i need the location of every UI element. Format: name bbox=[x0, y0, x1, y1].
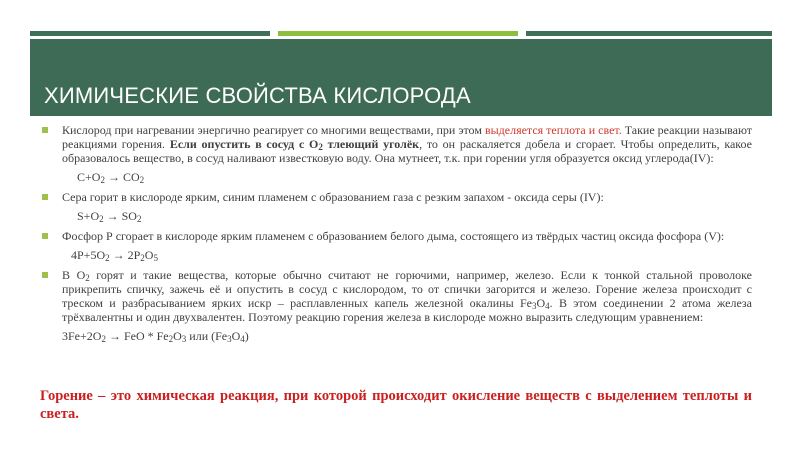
top-stripe-left bbox=[30, 31, 270, 36]
paragraph-4: В $О_2$ горят и такие вещества, которые обычно считают не горючими, например, железо. Если к тонкой стальной проволоке прикрепить спичку, зажечь её и опустить в сосуд с кислородом, то от спички загорится и железо. Горение железа происходит с треском и разбрасыванием ярких искр – расплавленных капель железной окалины $Fe_3O_4$. В этом соединении 2 атома железа трёхвалентны и один двухвалентен. Поэтому реакцию горения железа в кислороде можно выразить следующим уравнением: bbox=[62, 268, 752, 324]
paragraph-3: Фосфор Р сгорает в кислороде ярким пламенем с образованием белого дыма, состоящего из твёрдых частиц оксида фосфора (V): bbox=[62, 229, 725, 243]
equation-carbon: $C+O_2 \to CO_2$ bbox=[77, 170, 145, 185]
highlight-heat-light: выделяется теплота и свет. bbox=[484, 123, 622, 137]
equation-iron: $3Fe+2O_2$ → FeO * $Fe_2O_3$ или $(Fe_3O_4)$ bbox=[62, 329, 249, 344]
bullet-iron bbox=[40, 268, 752, 324]
equation-phosphorus: $4P+5O_2 \to 2P_2O_5$ bbox=[71, 248, 158, 263]
bullet-oxygen-combustion bbox=[40, 123, 752, 165]
combustion-definition: Горение – это химическая реакция, при которой происходит окисление веществ с выделением теплоты и света. bbox=[40, 388, 752, 422]
square-bullet-icon bbox=[42, 194, 48, 200]
paragraph-2: Сера горит в кислороде ярким, синим пламенем с образованием газа с резким запахом - оксида серы (IV): bbox=[62, 190, 604, 204]
bold-instruction: Если опустить в сосуд с $О_2$ тлеющий уголёк bbox=[169, 137, 420, 152]
slide-content bbox=[40, 123, 752, 349]
title-banner bbox=[30, 39, 772, 116]
square-bullet-icon bbox=[42, 272, 48, 278]
bullet-sulfur bbox=[40, 190, 752, 204]
square-bullet-icon bbox=[42, 127, 48, 133]
top-stripe-middle bbox=[278, 31, 518, 36]
top-stripe-right bbox=[526, 31, 772, 36]
square-bullet-icon bbox=[42, 233, 48, 239]
slide-title: ХИМИЧЕСКИЕ СВОЙСТВА КИСЛОРОДА bbox=[44, 83, 471, 108]
bullet-phosphorus bbox=[40, 229, 752, 243]
equation-sulfur: $S+O_2 \to SO_2$ bbox=[77, 209, 142, 224]
paragraph-1: Кислород при нагревании энергично реагирует со многими веществами, при этом выделяется теплота и свет. Такие реакции называют реакциями горения. Если опустить в сосуд с $О_2$ тлеющий уголёк, то он раскаляется добела и сгорает. Чтобы определить, какое образовалось вещество, в сосуд наливают известковую воду. Она мутнеет, т.к. при горении угля образуется оксид углерода(IV): bbox=[62, 123, 753, 165]
